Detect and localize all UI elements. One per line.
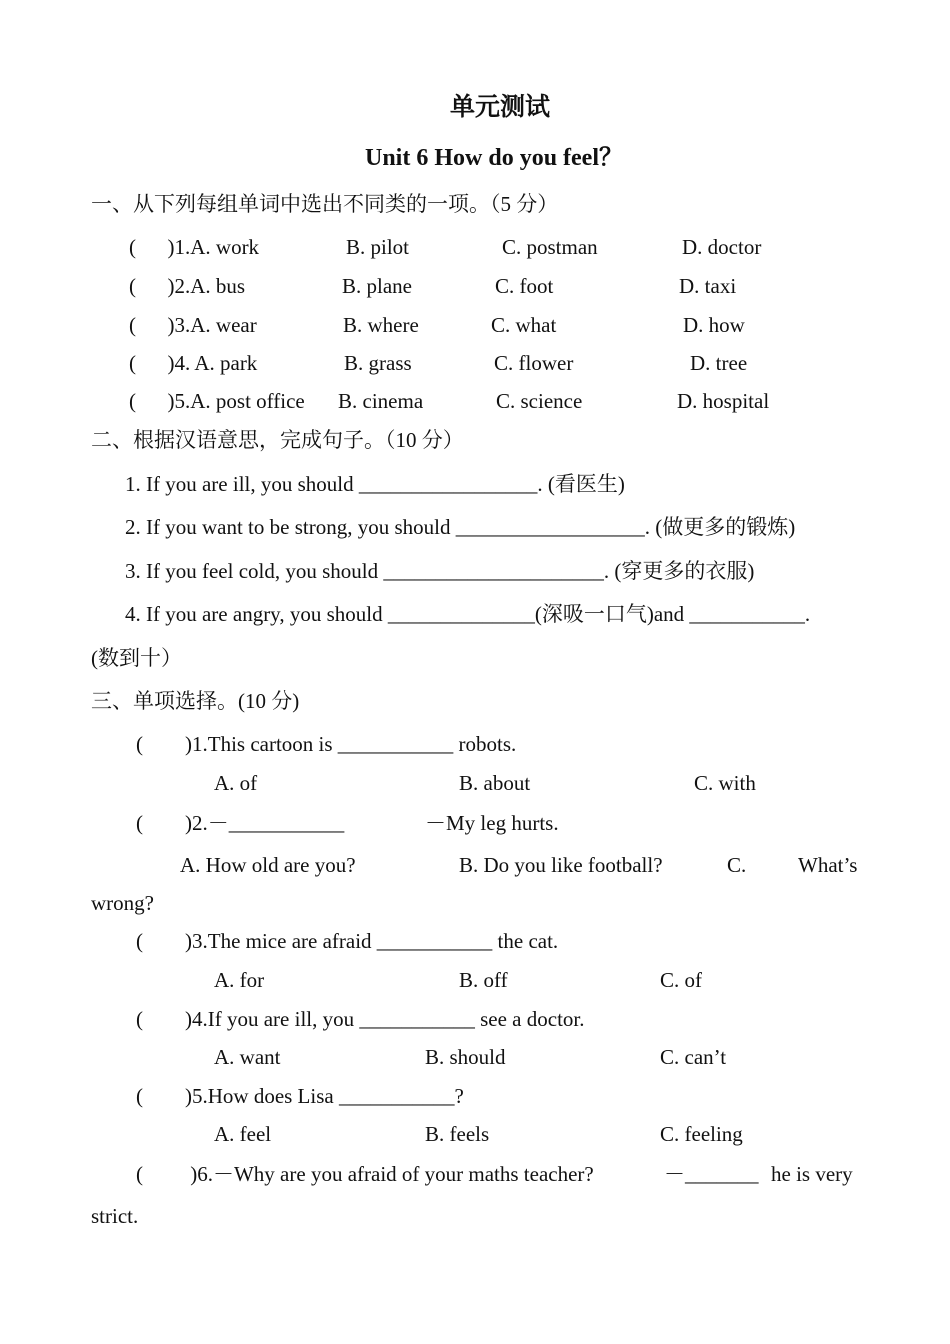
s2-item2: 2. If you want to be strong, you should __________________. (做更多的锻炼) (125, 515, 796, 539)
s3-q2-answer: －My leg hurts. (425, 811, 559, 835)
s2-item1: 1. If you are ill, you should _________________. (看医生) (125, 472, 625, 496)
s2-item3: 3. If you feel cold, you should _____________________. (穿更多的衣服) (125, 559, 755, 583)
s3-q4-stem: ( )4.If you are ill, you ___________ see a doctor. (136, 1007, 585, 1031)
s3-q1-option-b: B. about (459, 771, 531, 795)
s1-item4-b: B. grass (344, 351, 412, 375)
s1-item4-c: C. flower (494, 351, 574, 375)
s1-item1-c: C. postman (502, 235, 598, 259)
section2-heading: 二、根据汉语意思，完成句子。（10 分） (91, 428, 464, 452)
s2-item4-continuation: (数到十） (91, 646, 182, 670)
s1-item2-d: D. taxi (679, 274, 737, 298)
s3-q3-option-c: C. of (660, 968, 702, 992)
s1-item4-d: D. tree (690, 351, 748, 375)
s2-item4: 4. If you are angry, you should ______________(深吸一口气)and ___________. (125, 602, 811, 626)
s3-q1-option-a: A. of (214, 771, 258, 795)
s1-item3-b: B. where (343, 313, 419, 337)
s3-q3-stem: ( )3.The mice are afraid ___________ the cat. (136, 929, 559, 953)
s1-item2-a: ( )2.A. bus (129, 274, 246, 298)
s3-q3-option-a: A. for (214, 968, 265, 992)
section3-heading: 三、单项选择。(10 分) (91, 689, 300, 713)
s3-q6-end: he is very (771, 1162, 853, 1186)
s1-item5-c: C. science (496, 389, 583, 413)
s1-item3-c: C. what (491, 313, 557, 337)
s1-item5-d: D. hospital (677, 389, 770, 413)
s1-item4-a: ( )4. A. park (129, 351, 258, 375)
s1-item3-a: ( )3.A. wear (129, 313, 257, 337)
s1-item3-d: D. how (683, 313, 745, 337)
s3-q4-option-c: C. can’t (660, 1045, 727, 1069)
s3-q6-stem: ( )6.－Why are you afraid of your maths teacher? (136, 1162, 594, 1186)
s3-q5-option-c: C. feeling (660, 1122, 743, 1146)
section1-heading: 一、从下列每组单词中选出不同类的一项。（5 分） (91, 192, 559, 216)
s1-item5-a: ( )5.A. post office (129, 389, 305, 413)
s1-item5-b: B. cinema (338, 389, 424, 413)
s3-q2-option-c-letter: C. (727, 853, 747, 877)
s1-item1-d: D. doctor (682, 235, 762, 259)
s3-q6-continuation: strict. (91, 1204, 139, 1228)
s3-q2-stem: ( )2.－___________ (136, 811, 345, 835)
s3-q3-option-b: B. off (459, 968, 508, 992)
s3-q1-stem: ( )1.This cartoon is ___________ robots. (136, 732, 517, 756)
s3-q2-option-c-text: What’s (798, 853, 858, 877)
s3-q5-option-b: B. feels (425, 1122, 490, 1146)
s3-q2-option-b: B. Do you like football? (459, 853, 663, 877)
s1-item2-c: C. foot (495, 274, 554, 298)
s3-q5-stem: ( )5.How does Lisa ___________? (136, 1084, 464, 1108)
s3-q1-option-c: C. with (694, 771, 756, 795)
s3-q4-option-b: B. should (425, 1045, 506, 1069)
s1-item1-a: ( )1.A. work (129, 235, 260, 259)
s3-q2-continuation: wrong? (91, 891, 154, 915)
s1-item2-b: B. plane (342, 274, 412, 298)
page-title: 单元测试 (450, 94, 551, 121)
s1-item1-b: B. pilot (346, 235, 410, 259)
s3-q5-option-a: A. feel (214, 1122, 272, 1146)
page-subtitle: Unit 6 How do you feel？ (365, 145, 623, 171)
s3-q6-blank: －_______ (664, 1162, 759, 1186)
s3-q4-option-a: A. want (214, 1045, 281, 1069)
s3-q2-option-a: A. How old are you? (180, 853, 356, 877)
